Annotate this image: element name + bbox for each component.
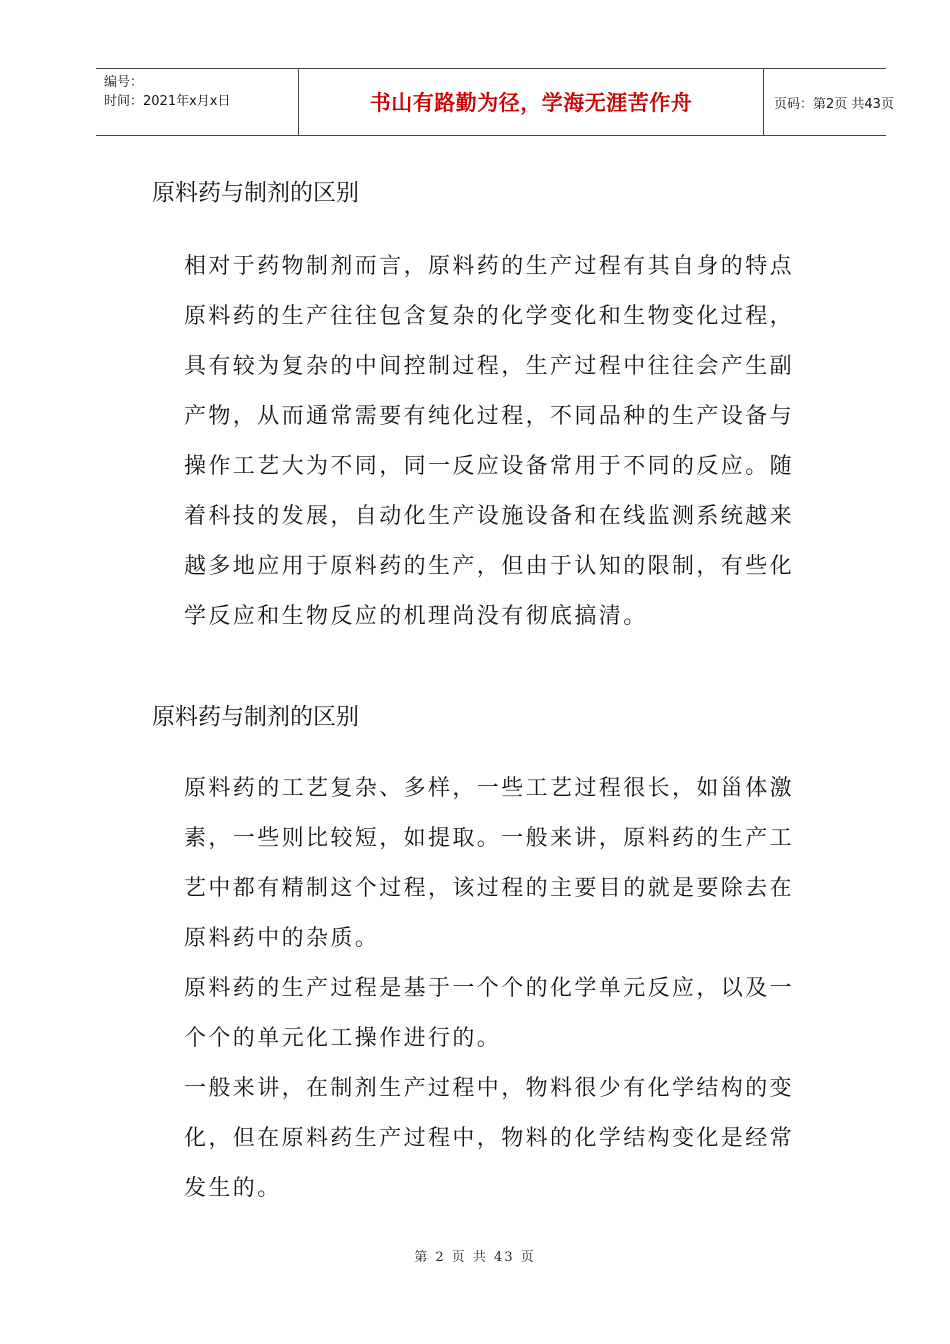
paragraph-line: 越多地应用于原料药的生产，但由于认知的限制，有些化: [184, 554, 795, 579]
paragraph-line: 着科技的发展，自动化生产设施设备和在线监测系统越来: [184, 504, 795, 529]
paragraph-line: 素，一些则比较短，如提取。一般来讲，原料药的生产工: [184, 826, 795, 851]
paragraph-line: 原料药的生产过程是基于一个个的化学单元反应，以及一: [184, 976, 795, 1001]
paragraph-line: 一般来讲，在制剂生产过程中，物料很少有化学结构的变: [184, 1076, 795, 1101]
paragraph-line: 原料药的工艺复杂、多样，一些工艺过程很长，如甾体激: [184, 776, 795, 801]
section-title-1: 原料药与制剂的区别: [152, 180, 359, 206]
paragraph-line: 发生的。: [184, 1176, 282, 1201]
header-meta-cell: [96, 69, 298, 135]
header-motto: 书山有路勤为径，学海无涯苦作舟: [298, 69, 764, 135]
page-footer: 第 2 页 共 43 页: [414, 1250, 536, 1265]
page-header: [96, 68, 894, 136]
paragraph-line: 学反应和生物反应的机理尚没有彻底搞清。: [184, 604, 648, 629]
section-paragraph-1: [184, 242, 834, 642]
paragraph-line: 操作工艺大为不同，同一反应设备常用于不同的反应。随: [184, 454, 795, 479]
paragraph-line: 原料药中的杂质。: [184, 926, 380, 951]
paragraph-line: 产物，从而通常需要有纯化过程，不同品种的生产设备与: [184, 404, 795, 429]
paragraph-line: 个个的单元化工操作进行的。: [184, 1026, 502, 1051]
paragraph-line: 具有较为复杂的中间控制过程，生产过程中往往会产生副: [184, 354, 795, 379]
document-number-label: 编号：: [104, 75, 144, 90]
section-paragraph-2: [184, 764, 834, 1214]
document-time-label: 时间：2021年x月x日: [104, 94, 231, 109]
paragraph-line: 原料药的生产往往包含复杂的化学变化和生物变化过程，: [184, 304, 795, 329]
header-page-info: 页码：第2页 共43页: [774, 96, 894, 112]
section-title-2: 原料药与制剂的区别: [152, 704, 359, 730]
paragraph-line: 艺中都有精制这个过程，该过程的主要目的就是要除去在: [184, 876, 795, 901]
paragraph-line: 相对于药物制剂而言，原料药的生产过程有其自身的特点: [184, 254, 795, 279]
paragraph-line: 化，但在原料药生产过程中，物料的化学结构变化是经常: [184, 1126, 795, 1151]
